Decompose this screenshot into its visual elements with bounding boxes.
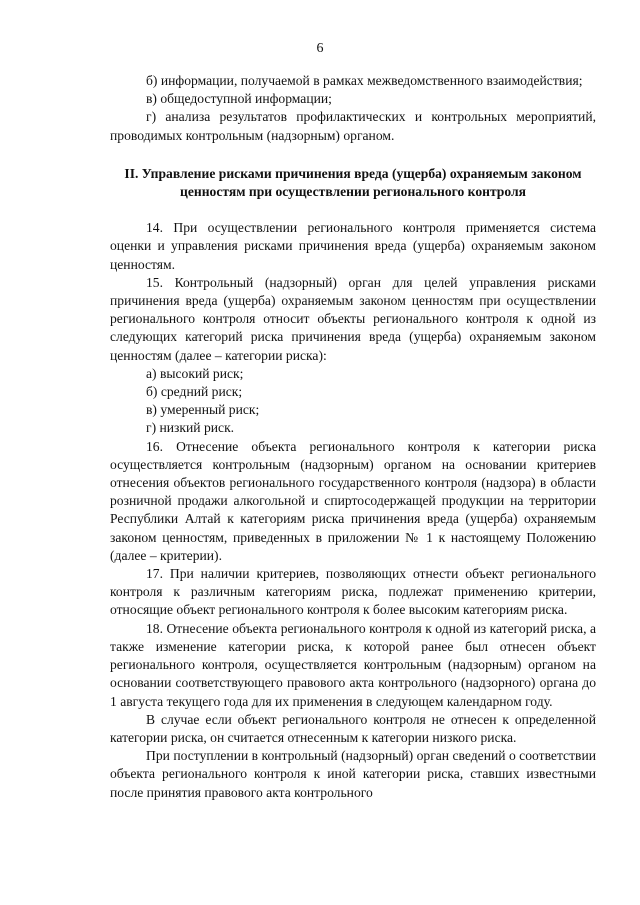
list-item-moderate-risk: в) умеренный риск; [146, 402, 260, 418]
paragraph-14: 14. При осуществлении регионального контроля применяется система оценки и управления рисками причинения вреда (ущерба) охраняемым законом ценностям. [110, 220, 596, 272]
section-heading: II. Управление рисками причинения вреда (ущерба) охраняемым законом ценностям при осуществлении регионального контроля [124, 165, 582, 200]
document-body [110, 72, 596, 802]
paragraph-16: 16. Отнесение объекта регионального контроля к категории риска осуществляется контрольным (надзорным) органом на основании критериев отнесения объектов регионального государственного контроля (надзора) в области розничной продажи алкогольной и спиртосодержащей продукции на территории Республики Алтай к категориям риска причинения вреда (ущерба) охраняемым законом ценностям, приведенных в приложении № 1 к настоящему Положению (далее – критерии). [110, 438, 596, 563]
page-number: 6 [316, 41, 324, 56]
list-item-high-risk: а) высокий риск; [146, 365, 244, 381]
list-item-medium-risk: б) средний риск; [146, 384, 243, 400]
list-item-low-risk: г) низкий риск. [146, 420, 235, 436]
paragraph-v-public-info: в) общедоступной информации; [146, 91, 332, 107]
paragraph-15: 15. Контрольный (надзорный) орган для целей управления рисками причинения вреда (ущерба) охраняемым законом ценностям при осуществлении регионального контроля относит объекты регионального контроля к одной из следующих категорий риска причинения вреда (ущерба) охраняемым законом ценностям (далее – категории риска): [110, 274, 596, 363]
paragraph-not-assigned: В случае если объект регионального контроля не отнесен к определенной категории риска, он считается отнесенным к категории низкого риска. [110, 711, 596, 745]
paragraph-g-analysis: г) анализа результатов профилактических и контрольных мероприятий, проводимых контрольным (надзорным) органом. [110, 109, 596, 143]
paragraph-new-info: При поступлении в контрольный (надзорный) орган сведений о соответствии объекта регионального контроля к иной категории риска, ставших известными после принятия правового акта контрольного [110, 748, 596, 800]
paragraph-17: 17. При наличии критериев, позволяющих отнести объект регионального контроля к различным категориям риска, подлежат применению критерии, относящие объект регионального контроля к более высоким категориям риска. [110, 566, 596, 618]
paragraph-18: 18. Отнесение объекта регионального контроля к одной из категорий риска, а также изменение категории риска, к которой ранее был отнесен объект регионального контроля, осуществляется контрольным (надзорным) органом на основании соответствующего правового акта контрольного (надзорного) органа до 1 августа текущего года для их применения в следующем календарном году. [110, 620, 596, 709]
paragraph-b-info: б) информации, получаемой в рамках межведомственного взаимодействия; [146, 73, 583, 88]
